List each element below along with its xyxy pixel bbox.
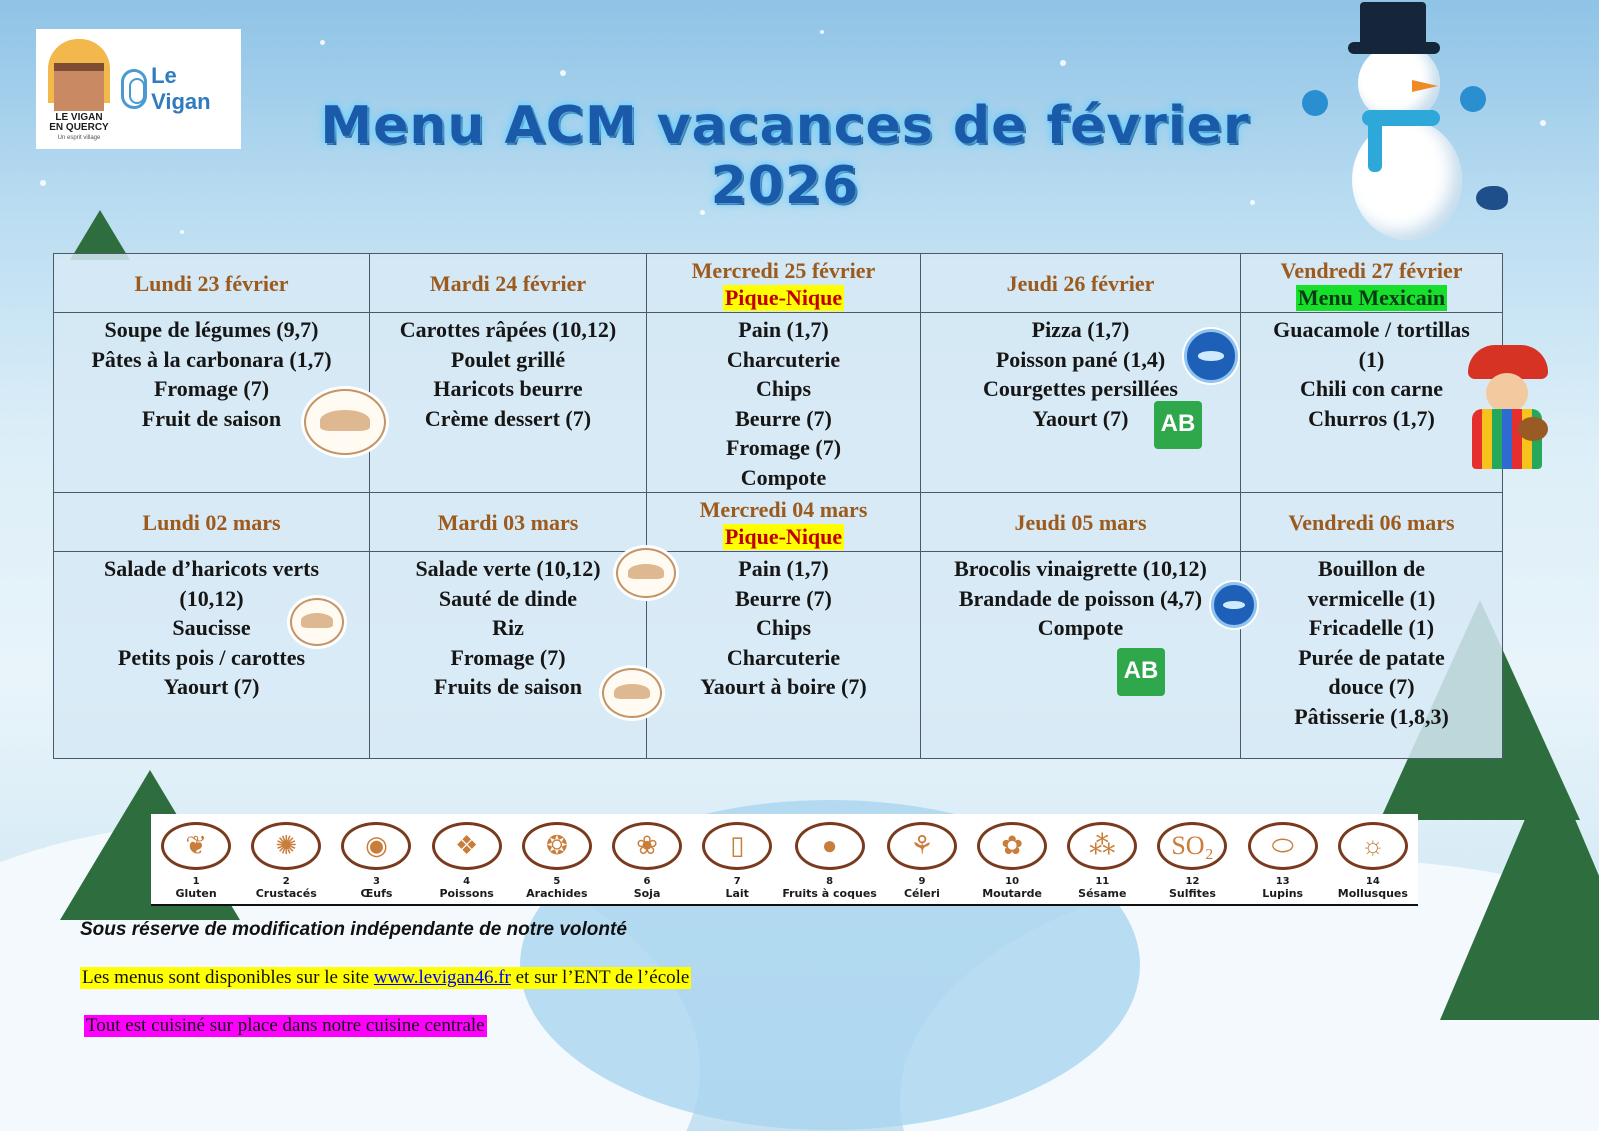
- allergen-name: Sulfites: [1169, 887, 1216, 900]
- egg-icon: ◉: [341, 822, 411, 870]
- dish: Carottes râpées (10,12): [399, 317, 617, 342]
- allergen-legend: [151, 814, 1418, 906]
- organic-ab-icon: AB: [1117, 648, 1165, 696]
- mustard-icon: ✿: [977, 822, 1047, 870]
- allergen-name: Mollusques: [1337, 887, 1408, 900]
- dish: Fromage (7): [725, 435, 842, 460]
- nut-icon: ●: [795, 822, 865, 870]
- allergen-number: 14: [1365, 876, 1380, 887]
- dish: Pizza (1,7): [1031, 317, 1130, 342]
- shell-icon: ☼: [1338, 822, 1408, 870]
- wheat-icon: ❦: [161, 822, 231, 870]
- day-menu: [370, 313, 647, 493]
- allergen-number: 1: [192, 876, 200, 887]
- allergen-name: Gluten: [175, 887, 217, 900]
- day-menu: [647, 552, 921, 759]
- village-logo: [44, 37, 107, 141]
- day-menu: [921, 313, 1241, 493]
- fish-icon: ❖: [432, 822, 502, 870]
- dish: Compote: [1037, 615, 1124, 640]
- snowman-illustration: [1300, 10, 1530, 250]
- menus-availability-note: [80, 967, 691, 989]
- allergen-name: Céleri: [903, 887, 940, 900]
- allergen-number: 2: [282, 876, 290, 887]
- allergen-name: Lupins: [1262, 887, 1304, 900]
- dish: Purée de patate: [1298, 644, 1445, 670]
- dish: Fruit de saison: [141, 405, 282, 431]
- le-vigan-brand: Le Vigan: [151, 63, 211, 114]
- dish: Sauté de dinde: [438, 585, 578, 611]
- allergen-number: 7: [733, 876, 741, 887]
- local-label-badge-icon: [290, 598, 344, 646]
- snowflake: [1540, 120, 1546, 126]
- dish: Salade d’haricots verts: [103, 556, 320, 581]
- allergen-name: Œufs: [360, 887, 393, 900]
- dish: Chips: [755, 376, 812, 401]
- dish: Yaourt (7): [1032, 405, 1129, 431]
- dish: Brocolis vinaigrette (10,12): [954, 556, 1207, 581]
- day-header: Vendredi 06 mars: [1241, 493, 1503, 552]
- day-header: Jeudi 26 février: [921, 254, 1241, 313]
- kitchen-note: Tout est cuisiné sur place dans notre cuisine centrale: [86, 1015, 485, 1036]
- menus-prefix: Les menus sont disponibles sur le site: [82, 967, 374, 988]
- dish: Poisson pané (1,4): [995, 346, 1166, 372]
- allergen-item: [331, 814, 421, 900]
- dish: Yaourt (7): [163, 674, 260, 699]
- allergen-name: Moutarde: [982, 887, 1042, 900]
- logos: [36, 29, 241, 149]
- dish: Chips: [755, 615, 812, 640]
- dish: Courgettes persillées: [983, 376, 1178, 401]
- allergen-item: [1238, 814, 1328, 900]
- allergen-number: 3: [372, 876, 380, 887]
- menu-table: [53, 253, 1503, 759]
- day-header: Jeudi 05 mars: [921, 493, 1241, 552]
- day-header: Mardi 03 mars: [370, 493, 647, 552]
- page-title: Menu ACM vacances de février 2026: [320, 96, 1250, 216]
- dish: Beurre (7): [735, 405, 832, 431]
- allergen-item: [602, 814, 692, 900]
- allergen-item: [877, 814, 967, 900]
- milk-icon: ▯: [702, 822, 772, 870]
- allergen-item: [241, 814, 331, 900]
- pique-nique-tag: Pique-Nique: [724, 284, 843, 310]
- village-tagline: Un esprit village: [57, 135, 101, 141]
- fingerprint-icon: [121, 69, 147, 109]
- dish: Fromage (7): [450, 644, 566, 670]
- bird-icon: [1476, 186, 1508, 210]
- allergen-item: [512, 814, 602, 900]
- dish: vermicelle (1): [1307, 585, 1436, 611]
- day-menu: [921, 552, 1241, 759]
- week1-dishes-row: [54, 313, 1503, 493]
- snowflake: [1060, 60, 1066, 66]
- day-header: Mardi 24 février: [370, 254, 647, 313]
- dish: Fruits de saison: [434, 674, 582, 699]
- day-header: Lundi 02 mars: [54, 493, 370, 552]
- snowflake: [320, 40, 325, 45]
- dish: Poulet grillé: [450, 346, 566, 372]
- dish: Pâtes à la carbonara (1,7): [91, 346, 332, 372]
- allergen-number: 11: [1095, 876, 1110, 887]
- allergen-item: [422, 814, 512, 900]
- allergen-item: [782, 814, 877, 900]
- sustainable-fishing-badge-icon: [1184, 329, 1238, 383]
- day-menu: [370, 552, 647, 759]
- organic-ab-icon: AB: [1154, 401, 1202, 449]
- pique-nique-tag: Pique-Nique: [724, 523, 843, 549]
- dish: Pâtisserie (1,8,3): [1294, 703, 1449, 729]
- village-name: LE VIGAN: [55, 112, 103, 123]
- dish: Charcuterie: [726, 346, 841, 372]
- guitar-icon: [1518, 417, 1548, 441]
- allergen-number: 9: [918, 876, 926, 887]
- allergen-item: [1057, 814, 1147, 900]
- dish: Petits pois / carottes: [117, 644, 306, 670]
- sesame-icon: ⁂: [1067, 822, 1137, 870]
- day-header: Mercredi 04 mars Pique-Nique: [647, 493, 921, 552]
- menu-mexicain-tag: Menu Mexicain: [1297, 284, 1446, 310]
- snowflake: [820, 30, 824, 34]
- celery-icon: ⚘: [887, 822, 957, 870]
- sulfite-icon: SO₂: [1157, 822, 1227, 870]
- day-menu: [1241, 552, 1503, 759]
- allergen-number: 4: [463, 876, 471, 887]
- allergen-name: Arachides: [526, 887, 588, 900]
- allergen-item: [1328, 814, 1418, 900]
- snowflake: [560, 70, 566, 76]
- website-link[interactable]: www.levigan46.fr: [373, 967, 511, 988]
- allergen-item: [692, 814, 782, 900]
- dish: (10,12): [179, 585, 244, 611]
- dish: Yaourt à boire (7): [700, 674, 867, 699]
- dish: Crème dessert (7): [424, 405, 592, 431]
- pine-tree: [1440, 760, 1599, 1020]
- dish: Salade verte (10,12): [415, 556, 601, 581]
- dish: Churros (1,7): [1308, 405, 1435, 431]
- allergen-number: 5: [553, 876, 561, 887]
- allergen-number: 12: [1185, 876, 1200, 887]
- dish: Brandade de poisson (4,7): [958, 585, 1203, 611]
- allergen-name: Fruits à coques: [782, 887, 877, 900]
- allergen-number: 8: [826, 876, 834, 887]
- snowflake: [40, 180, 46, 186]
- dish: Fricadelle (1): [1308, 615, 1435, 640]
- dish: douce (7): [1328, 674, 1415, 699]
- crab-icon: ✺: [251, 822, 321, 870]
- dish: Compote: [740, 464, 827, 490]
- dish: Pain (1,7): [738, 317, 829, 342]
- dish: Fromage (7): [153, 376, 270, 401]
- allergen-name: Poissons: [439, 887, 494, 900]
- allergen-number: 6: [643, 876, 651, 887]
- dish: Charcuterie: [726, 644, 841, 670]
- dish: Soupe de légumes (9,7): [104, 317, 319, 342]
- dish: Chili con carne: [1300, 376, 1443, 401]
- mariachi-illustration: [1462, 345, 1552, 475]
- day-header: Vendredi 27 février Menu Mexicain: [1241, 254, 1503, 313]
- allergen-item: [1147, 814, 1237, 900]
- allergen-name: Soja: [633, 887, 661, 900]
- day-header: Lundi 23 février: [54, 254, 370, 313]
- dish: (1): [1358, 346, 1385, 372]
- peanut-icon: ❂: [522, 822, 592, 870]
- snowflake: [180, 230, 184, 234]
- allergen-name: Crustacés: [255, 887, 317, 900]
- day-menu: [647, 313, 921, 493]
- allergen-item: [151, 814, 241, 900]
- village-sub: EN QUERCY: [49, 122, 109, 133]
- lupin-icon: ⬭: [1248, 822, 1318, 870]
- day-menu: [54, 552, 370, 759]
- allergen-number: 10: [1005, 876, 1020, 887]
- dish: Haricots beurre: [433, 376, 583, 401]
- dish: Guacamole / tortillas: [1273, 317, 1470, 342]
- week1-header-row: [54, 254, 1503, 313]
- dish: Saucisse: [172, 615, 251, 640]
- soy-icon: ❀: [612, 822, 682, 870]
- day-header: Mercredi 25 février Pique-Nique: [647, 254, 921, 313]
- allergen-name: Lait: [725, 887, 749, 900]
- dish: Pain (1,7): [738, 556, 829, 581]
- menus-suffix: et sur l’ENT de l’école: [510, 967, 690, 988]
- week2-dishes-row: [54, 552, 1503, 759]
- allergen-number: 13: [1275, 876, 1290, 887]
- le-vigan-logo: [121, 63, 233, 115]
- dish: Riz: [492, 615, 524, 640]
- day-menu: [54, 313, 370, 493]
- week2-header-row: [54, 493, 1503, 552]
- allergen-item: [967, 814, 1057, 900]
- allergen-name: Sésame: [1078, 887, 1127, 900]
- dish: Bouillon de: [1318, 556, 1425, 581]
- disclaimer-note: Sous réserve de modification indépendante de notre volonté: [80, 919, 627, 940]
- dish: Beurre (7): [735, 585, 832, 611]
